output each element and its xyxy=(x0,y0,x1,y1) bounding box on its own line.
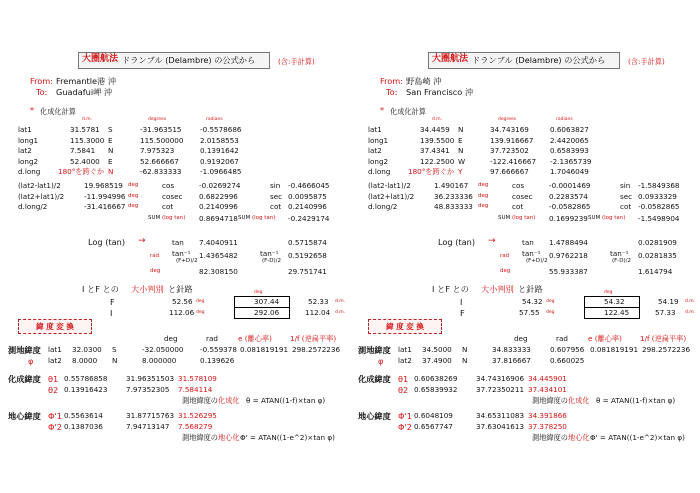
log-tan-2: 0.0281909 xyxy=(638,238,677,247)
tan-inv-label: tan⁻¹ xyxy=(172,249,191,258)
coord-lat1-cell: S xyxy=(108,125,113,134)
coord-long1-cell: long1 xyxy=(18,135,39,145)
s2-s2_lat2-cell: N xyxy=(462,356,468,365)
bullet-icon: * xyxy=(380,106,384,115)
coord-dlong-cell: 97.666667 xyxy=(490,167,529,176)
I-dm: 57.33 xyxy=(655,308,676,317)
log-tan-1: 7.4040911 xyxy=(199,238,238,247)
coord-dlong-cell: d.long xyxy=(18,167,41,176)
half-half2-cell: cosec xyxy=(162,191,183,201)
coord-lat2-cell: N xyxy=(108,146,114,155)
col-dm: d.m. xyxy=(82,117,93,122)
F-dm-unit: d.m. xyxy=(335,299,346,304)
arrow-right-icon: → xyxy=(138,236,146,246)
coord-lat1-cell: 0.6063827 xyxy=(550,125,589,134)
sum-logtan: (log tan) xyxy=(512,215,536,221)
conv-kasei2-cell: 0.65839932 xyxy=(414,385,458,394)
conv-kasei1-cell: 31.578109 xyxy=(178,374,217,383)
formula2-b: 地心化 xyxy=(568,433,590,442)
coord-long2-cell: E xyxy=(108,156,113,166)
conv-kasei2-cell: 37.434101 xyxy=(528,385,567,394)
conv-kasei1-cell: 0.55786858 xyxy=(64,374,108,383)
s2-s2_lat1-cell: 34.833333 xyxy=(492,345,531,354)
half-half1-cell: cos xyxy=(162,181,175,190)
if-heading-a: I とF との xyxy=(432,284,469,294)
coord-dlong-cell: Y xyxy=(458,167,463,176)
I-dm: 112.04 xyxy=(305,308,331,317)
sokuchi-label: 測地緯度 xyxy=(8,345,41,355)
half-half3-cell: d.long/2 xyxy=(18,202,48,211)
sum-label: SUM xyxy=(148,215,161,221)
F-unit: deg xyxy=(196,299,205,304)
sum-logtan-2: (log tan) xyxy=(252,215,276,221)
rad-label: rad xyxy=(500,253,510,259)
I-label: F xyxy=(460,308,465,318)
title-main: 大圏航法 xyxy=(432,54,469,64)
half-half2-cell: deg xyxy=(128,192,139,199)
from-label: From: xyxy=(30,76,54,86)
title-note: (含:手計算) xyxy=(278,57,315,66)
s2-col-rad: rad xyxy=(556,334,568,343)
s2-col-deg: deg xyxy=(514,334,528,343)
sum-1: 0.1699239 xyxy=(549,214,588,223)
F-box-value: 307.44 xyxy=(254,297,280,306)
coord-lat2-cell: 37.723502 xyxy=(490,146,529,155)
phi-label: φ xyxy=(28,356,34,366)
half-half3-cell: d.long/2 xyxy=(368,202,398,211)
formula1-c: θ = ATAN((1-f)×tan φ) xyxy=(596,396,676,405)
coord-lat2-cell: 7.5841 xyxy=(70,146,96,155)
sum-1: 0.8694718 xyxy=(199,214,238,223)
coord-lat2-cell: lat2 xyxy=(368,146,382,155)
conv-chishin1-cell: 31.526295 xyxy=(178,411,217,420)
coord-lat2-cell: 37.4341 xyxy=(420,146,450,155)
half-half3-cell: cot xyxy=(162,202,174,211)
s2-s2_lat1-cell: 0.081819191 xyxy=(240,345,289,354)
s2-col-rad: rad xyxy=(206,334,218,343)
s2-s2_lat2-cell: 37.816667 xyxy=(492,356,531,365)
F-value: 52.56 xyxy=(172,297,193,306)
half-half3-cell: deg xyxy=(478,203,489,209)
deg-1: 82.308150 xyxy=(199,267,238,276)
s2-s2_lat1-cell: 32.0300 xyxy=(72,345,102,354)
theta1-label: θ1 xyxy=(398,374,409,384)
deg-2: 29.751741 xyxy=(288,267,327,276)
rad-2: 0.0281835 xyxy=(638,251,677,260)
coord-long2-cell: 52.666667 xyxy=(140,156,179,166)
half-half2-cell: 0.0933329 xyxy=(638,191,677,201)
log-tan-1: 1.4788494 xyxy=(549,238,588,247)
col-degrees: degrees xyxy=(498,117,517,122)
deg-1: 55.933387 xyxy=(549,267,588,276)
conv-chishin2-cell: 0.1387036 xyxy=(64,422,103,431)
box-deg-label: deg xyxy=(254,290,263,295)
s2-s2_lat2-cell: 8.0000 xyxy=(72,356,98,365)
half-half3-cell: deg xyxy=(128,203,139,209)
half-half1-cell: deg xyxy=(478,182,489,188)
half-half3-cell: -0.0582865 xyxy=(638,202,680,211)
s2-col-f: 1/f (逆扁平率) xyxy=(290,334,337,343)
conv-chishin1-cell: 0.6048109 xyxy=(414,411,453,420)
half-half1-cell: (lat2-lat1)/2 xyxy=(368,181,411,190)
coord-long2-cell: 0.9192067 xyxy=(200,156,239,166)
coord-long1-cell: 139.916667 xyxy=(490,135,534,145)
tan-label: tan xyxy=(172,238,184,247)
conv-kasei2-cell: 7.584114 xyxy=(178,385,213,394)
sum-label-2: SUM xyxy=(238,215,251,221)
conv-kasei2-cell: 37.72350211 xyxy=(476,385,525,394)
I-unit: deg xyxy=(196,310,205,315)
F-label: I xyxy=(460,297,463,307)
col-radians: radians xyxy=(556,117,573,122)
coord-long2-cell: 122.2500 xyxy=(420,156,455,166)
half-half2-cell: 0.2283574 xyxy=(549,191,588,201)
s2-s2_lat1-cell: -0.559378 xyxy=(200,345,237,354)
if-heading-b: 大小判別 xyxy=(481,284,514,294)
phid2-label: Φ'2 xyxy=(398,422,412,432)
sum-logtan: (log tan) xyxy=(162,215,186,221)
coord-long2-cell: -2.1365739 xyxy=(550,156,592,166)
conv-kasei1-cell: 34.445901 xyxy=(528,374,567,383)
coord-lat2-cell: 7.975323 xyxy=(140,146,175,155)
coord-dlong-cell: 180°を跨ぐか xyxy=(58,167,105,176)
s2-s2_lat2-cell: 37.4900 xyxy=(422,356,452,365)
coord-long1-cell: 2.0158553 xyxy=(200,135,239,145)
to-label: To: xyxy=(386,87,398,97)
coord-lat1-cell: 34.743169 xyxy=(490,125,529,134)
s2-s2_lat2-cell: N xyxy=(112,356,118,365)
if-heading-c: と針路 xyxy=(518,284,543,294)
kasei-label: 化成緯度 xyxy=(8,374,41,384)
conv-kasei1-cell: 34.74316906 xyxy=(476,374,525,383)
half-half2-cell: 0.0095875 xyxy=(288,191,327,201)
conv-chishin2-cell: 37.378250 xyxy=(528,422,567,431)
rad-2: 0.5192658 xyxy=(288,251,327,260)
coord-lat1-cell: lat1 xyxy=(18,125,32,134)
chishin-label: 地心緯度 xyxy=(8,411,41,421)
sum-2: -1.5498904 xyxy=(638,214,680,223)
chishin-label: 地心緯度 xyxy=(358,411,391,421)
half-half1-cell: -0.0001469 xyxy=(549,181,591,190)
theta2-label: θ2 xyxy=(48,385,59,395)
coord-dlong-cell: -1.0966485 xyxy=(200,167,242,176)
I-box-value: 292.06 xyxy=(254,308,280,317)
log-tan-2: 0.5715874 xyxy=(288,238,327,247)
section2-box: 緯 度 変 換 xyxy=(18,319,92,334)
coord-long2-cell: long2 xyxy=(368,156,389,166)
half-half3-cell: -0.0582865 xyxy=(549,202,591,211)
s2-s2_lat2-cell: 0.139626 xyxy=(200,356,235,365)
deg-label: deg xyxy=(150,268,161,274)
s2-s2_lat1-cell: S xyxy=(112,345,117,354)
half-half2-cell: 36.233336 xyxy=(434,191,473,201)
from-value: Fremantle港 沖 xyxy=(56,76,117,86)
half-half2-cell: (lat2+lat1)/2 xyxy=(18,191,65,201)
coord-lat2-cell: N xyxy=(458,146,464,155)
s2-s2_lat2-cell: lat2 xyxy=(398,356,412,365)
conv-kasei1-cell: 0.60638269 xyxy=(414,374,458,383)
tan-inv-label: tan⁻¹ xyxy=(522,249,541,258)
half-half2-cell: 0.6822996 xyxy=(199,191,238,201)
sum-logtan-2: (log tan) xyxy=(602,215,626,221)
coord-long2-cell: W xyxy=(458,156,466,166)
coord-long1-cell: 139.5500 xyxy=(420,135,455,145)
F-unit: deg xyxy=(546,299,555,304)
half-half3-cell: cot xyxy=(512,202,524,211)
s2-s2_lat1-cell: -32.050000 xyxy=(142,345,184,354)
coord-long2-cell: long2 xyxy=(18,156,39,166)
conv-chishin1-cell: 34.391866 xyxy=(528,411,567,420)
conv-kasei2-cell: 0.13916423 xyxy=(64,385,108,394)
coord-lat1-cell: -0.5578686 xyxy=(200,125,242,134)
formula1-b: 化成化 xyxy=(568,396,590,405)
s2-s2_lat2-cell: 0.660025 xyxy=(550,356,585,365)
sheet-right xyxy=(350,0,700,493)
conv-chishin1-cell: 31.87715763 xyxy=(126,411,175,420)
formula2-c: Φ' = ATAN((1-e^2)×tan φ) xyxy=(240,433,335,442)
half-half3-cell: 48.833333 xyxy=(434,202,473,211)
s2-col-e: e (離心率) xyxy=(238,334,272,343)
conv-kasei2-cell: 7.97352305 xyxy=(126,385,170,394)
I-dm-unit: d.m. xyxy=(685,310,696,315)
coord-dlong-cell: d.long xyxy=(368,167,391,176)
coord-long1-cell: 115.3000 xyxy=(70,135,105,145)
section1-heading: 化成化計算 xyxy=(390,107,426,116)
formula1-c: θ = ATAN((1-f)×tan φ) xyxy=(246,396,326,405)
I-dm-unit: d.m. xyxy=(335,310,346,315)
col-degrees: degrees xyxy=(148,117,167,122)
I-value: 112.06 xyxy=(169,308,195,317)
F-value: 54.32 xyxy=(522,297,543,306)
coord-long1-cell: 2.4420065 xyxy=(550,135,589,145)
coord-long2-cell: 52.4000 xyxy=(70,156,100,166)
F-dm: 54.19 xyxy=(658,297,679,306)
bullet-icon: * xyxy=(30,106,34,115)
phid1-label: Φ'1 xyxy=(398,411,412,421)
deg-label: deg xyxy=(500,268,511,274)
s2-col-e: e (離心率) xyxy=(588,334,622,343)
coord-lat2-cell: 0.1391642 xyxy=(200,146,239,155)
formula2-c: Φ' = ATAN((1-e^2)×tan φ) xyxy=(590,433,685,442)
title-rest: ドランブル (Delambre) の公式から xyxy=(122,55,256,65)
coord-long1-cell: long1 xyxy=(368,135,389,145)
coord-dlong-cell: -62.833333 xyxy=(140,167,182,176)
fmd-label: (F-D)/2 xyxy=(612,258,632,264)
fmd-label: (F-D)/2 xyxy=(262,258,282,264)
log-tan-label: Log (tan) xyxy=(88,237,126,247)
rad-1: 0.9762218 xyxy=(549,251,588,260)
formula2-a: 測地緯度の xyxy=(182,433,218,442)
conv-chishin2-cell: 0.6567747 xyxy=(414,422,453,431)
coord-lat2-cell: 0.6583993 xyxy=(550,146,589,155)
formula2-b: 地心化 xyxy=(218,433,240,442)
I-unit: deg xyxy=(546,310,555,315)
coord-dlong-cell: 1.7046049 xyxy=(550,167,589,176)
I-value: 57.55 xyxy=(519,308,540,317)
col-dm: d.m. xyxy=(432,117,443,122)
if-heading-c: と針路 xyxy=(168,284,193,294)
F-dm-unit: d.m. xyxy=(685,299,696,304)
half-half2-cell: sec xyxy=(270,191,283,201)
s2-s2_lat1-cell: N xyxy=(462,345,468,354)
formula1-a: 測地緯度の xyxy=(532,396,568,405)
rad-label: rad xyxy=(150,253,160,259)
s2-s2_lat1-cell: 298.2572236 xyxy=(292,345,341,354)
s2-s2_lat1-cell: 0.607956 xyxy=(550,345,585,354)
half-half1-cell: sin xyxy=(270,181,281,190)
half-half1-cell: sin xyxy=(620,181,631,190)
conv-chishin2-cell: 37.63041613 xyxy=(476,422,525,431)
tan-inv-label-2: tan⁻¹ xyxy=(260,249,279,258)
half-half2-cell: deg xyxy=(478,192,489,199)
theta2-label: θ2 xyxy=(398,385,409,395)
s2-s2_lat1-cell: lat1 xyxy=(48,345,62,354)
half-half3-cell: -31.416667 xyxy=(84,202,126,211)
F-label: F xyxy=(110,297,115,307)
box-deg-label: deg xyxy=(604,290,613,295)
half-half1-cell: -1.5849368 xyxy=(638,181,680,190)
formula1-a: 測地緯度の xyxy=(182,396,218,405)
half-half3-cell: 0.2140996 xyxy=(199,202,238,211)
if-heading-b: 大小判別 xyxy=(131,284,164,294)
to-value: Guadafui岬 沖 xyxy=(56,87,113,97)
sum-2: -0.2429174 xyxy=(288,214,330,223)
sum-label: SUM xyxy=(498,215,511,221)
arrow-right-icon: → xyxy=(488,236,496,246)
conv-chishin1-cell: 0.5563614 xyxy=(64,411,103,420)
half-half1-cell: -0.0269274 xyxy=(199,181,241,190)
phid2-label: Φ'2 xyxy=(48,422,62,432)
phi-label: φ xyxy=(378,356,384,366)
section1-heading: 化成化計算 xyxy=(40,107,76,116)
phid1-label: Φ'1 xyxy=(48,411,62,421)
conv-chishin1-cell: 34.65311083 xyxy=(476,411,525,420)
s2-s2_lat1-cell: 34.5000 xyxy=(422,345,452,354)
sokuchi-label: 測地緯度 xyxy=(358,345,391,355)
if-heading-a: I とF との xyxy=(82,284,119,294)
half-half2-cell: -11.994996 xyxy=(84,191,126,201)
coord-lat1-cell: 31.5781 xyxy=(70,125,100,134)
col-radians: radians xyxy=(206,117,223,122)
s2-s2_lat1-cell: 0.081819191 xyxy=(590,345,639,354)
coord-long1-cell: 115.500000 xyxy=(140,135,184,145)
coord-long1-cell: E xyxy=(458,135,463,145)
to-label: To: xyxy=(36,87,48,97)
sum-label-2: SUM xyxy=(588,215,601,221)
conv-chishin2-cell: 7.94713147 xyxy=(126,422,170,431)
half-half1-cell: cos xyxy=(512,181,525,190)
half-half2-cell: (lat2+lat1)/2 xyxy=(368,191,415,201)
to-value: San Francisco 沖 xyxy=(406,87,474,97)
section2-box: 緯 度 変 換 xyxy=(368,319,442,334)
I-box-value: 122.45 xyxy=(604,308,630,317)
tan-inv-label-2: tan⁻¹ xyxy=(610,249,629,258)
coord-long2-cell: -122.416667 xyxy=(490,156,537,166)
F-dm: 52.33 xyxy=(308,297,329,306)
half-half3-cell: 0.2140996 xyxy=(288,202,327,211)
fpd-label: (F+D)/2 xyxy=(526,258,548,264)
s2-s2_lat1-cell: 298.2572236 xyxy=(642,345,691,354)
half-half2-cell: cosec xyxy=(512,191,533,201)
deg-2: 1.614794 xyxy=(638,267,673,276)
rad-1: 1.4365482 xyxy=(199,251,238,260)
half-half3-cell: cot xyxy=(620,202,632,211)
title-main: 大圏航法 xyxy=(82,54,119,64)
title-note: (含:手計算) xyxy=(628,57,665,66)
title-rest: ドランブル (Delambre) の公式から xyxy=(472,55,606,65)
coord-lat1-cell: -31.963515 xyxy=(140,125,182,134)
conv-chishin2-cell: 7.568279 xyxy=(178,422,213,431)
coord-long1-cell: E xyxy=(108,135,113,145)
half-half1-cell: deg xyxy=(128,182,139,188)
coord-lat2-cell: lat2 xyxy=(18,146,32,155)
kasei-label: 化成緯度 xyxy=(358,374,391,384)
s2-s2_lat2-cell: lat2 xyxy=(48,356,62,365)
fpd-label: (F+D)/2 xyxy=(176,258,198,264)
coord-dlong-cell: 180°を跨ぐか xyxy=(408,167,455,176)
coord-lat1-cell: lat1 xyxy=(368,125,382,134)
coord-lat1-cell: N xyxy=(458,125,464,134)
formula1-b: 化成化 xyxy=(218,396,240,405)
log-tan-label: Log (tan) xyxy=(438,237,476,247)
half-half1-cell: 19.968519 xyxy=(84,181,123,190)
formula2-a: 測地緯度の xyxy=(532,433,568,442)
half-half1-cell: -0.4666045 xyxy=(288,181,330,190)
F-box-value: 54.32 xyxy=(604,297,625,306)
tan-label: tan xyxy=(522,238,534,247)
half-half3-cell: cot xyxy=(270,202,282,211)
half-half2-cell: sec xyxy=(620,191,633,201)
half-half1-cell: 1.490167 xyxy=(434,181,469,190)
coord-lat1-cell: 34.4459 xyxy=(420,125,450,134)
coord-dlong-cell: N xyxy=(108,167,114,176)
I-label: I xyxy=(110,308,113,318)
from-value: 野島崎 沖 xyxy=(406,76,442,86)
conv-kasei1-cell: 31.96351503 xyxy=(126,374,175,383)
s2-col-deg: deg xyxy=(164,334,178,343)
s2-s2_lat1-cell: lat1 xyxy=(398,345,412,354)
s2-s2_lat2-cell: 8.000000 xyxy=(142,356,177,365)
s2-col-f: 1/f (逆扁平率) xyxy=(640,334,687,343)
half-half1-cell: (lat2-lat1)/2 xyxy=(18,181,61,190)
from-label: From: xyxy=(380,76,404,86)
theta1-label: θ1 xyxy=(48,374,59,384)
